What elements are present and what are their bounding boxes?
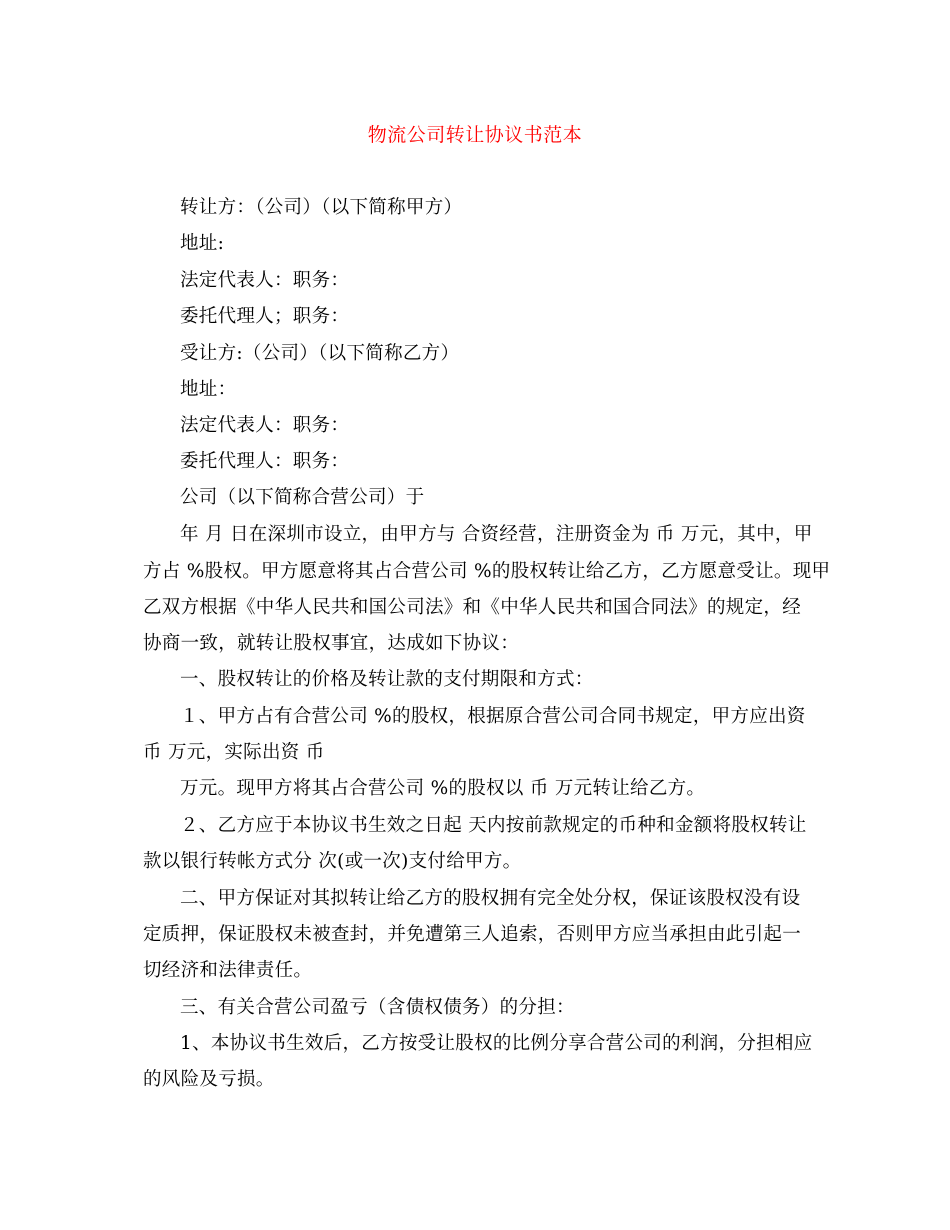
transferee-line: 受让方:（公司）（以下简称乙方） xyxy=(180,343,460,364)
section-heading-2: 二、甲方保证对其拟转让给乙方的股权拥有完全处分权，保证该股权没有设 xyxy=(180,888,801,909)
clause-line: １、甲方占有合营公司 %的股权，根据原合营公司合同书规定，甲方应出资 xyxy=(180,706,806,727)
paragraph-line: 方占 %股权。甲方愿意将其占合营公司 %的股权转让给乙方，乙方愿意受让。现甲 xyxy=(143,561,831,582)
clause-line: 万元。现甲方将其占合营公司 %的股权以 币 万元转让给乙方。 xyxy=(180,778,706,799)
clause-line: 1、本协议书生效后，乙方按受让股权的比例分享合营公司的利润，分担相应 xyxy=(180,1033,813,1054)
paragraph-line: 乙双方根据《中华人民共和国公司法》和《中华人民共和国合同法》的规定，经 xyxy=(143,597,802,618)
clause-line: ２、乙方应于本协议书生效之日起 天内按前款规定的币种和金额将股权转让 xyxy=(180,815,807,836)
clause-line: 的风险及亏损。 xyxy=(143,1069,275,1090)
clause-line: 币 万元，实际出资 币 xyxy=(143,742,325,763)
clause-line: 定质押，保证股权未被查封，并免遭第三人追索，否则甲方应当承担由此引起一 xyxy=(143,924,802,945)
paragraph-line: 年 月 日在深圳市设立，由甲方与 合资经营，注册资金为 币 万元，其中，甲 xyxy=(180,524,813,545)
section-heading-3: 三、有关合营公司盈亏（含债权债务）的分担： xyxy=(180,997,575,1018)
transferee-legal-rep-line: 法定代表人：职务： xyxy=(180,415,350,436)
section-heading-1: 一、股权转让的价格及转让款的支付期限和方式： xyxy=(180,669,594,690)
transferor-line: 转让方：（公司）（以下简称甲方） xyxy=(180,197,463,218)
joint-venture-line: 公司（以下简称合营公司）于 xyxy=(180,487,425,508)
transferor-address-line: 地址: xyxy=(180,233,225,254)
transferor-legal-rep-line: 法定代表人：职务： xyxy=(180,270,350,291)
document-title: 物流公司转让协议书范本 xyxy=(367,124,583,146)
transferee-agent-line: 委托代理人：职务： xyxy=(180,451,350,472)
clause-line: 切经济和法律责任。 xyxy=(143,960,313,981)
transferee-address-line: 地址： xyxy=(180,379,237,400)
clause-line: 款以银行转帐方式分 次(或一次)支付给甲方。 xyxy=(143,851,522,872)
paragraph-line: 协商一致，就转让股权事宜，达成如下协议： xyxy=(143,633,520,654)
transferor-agent-line: 委托代理人；职务： xyxy=(180,306,350,327)
